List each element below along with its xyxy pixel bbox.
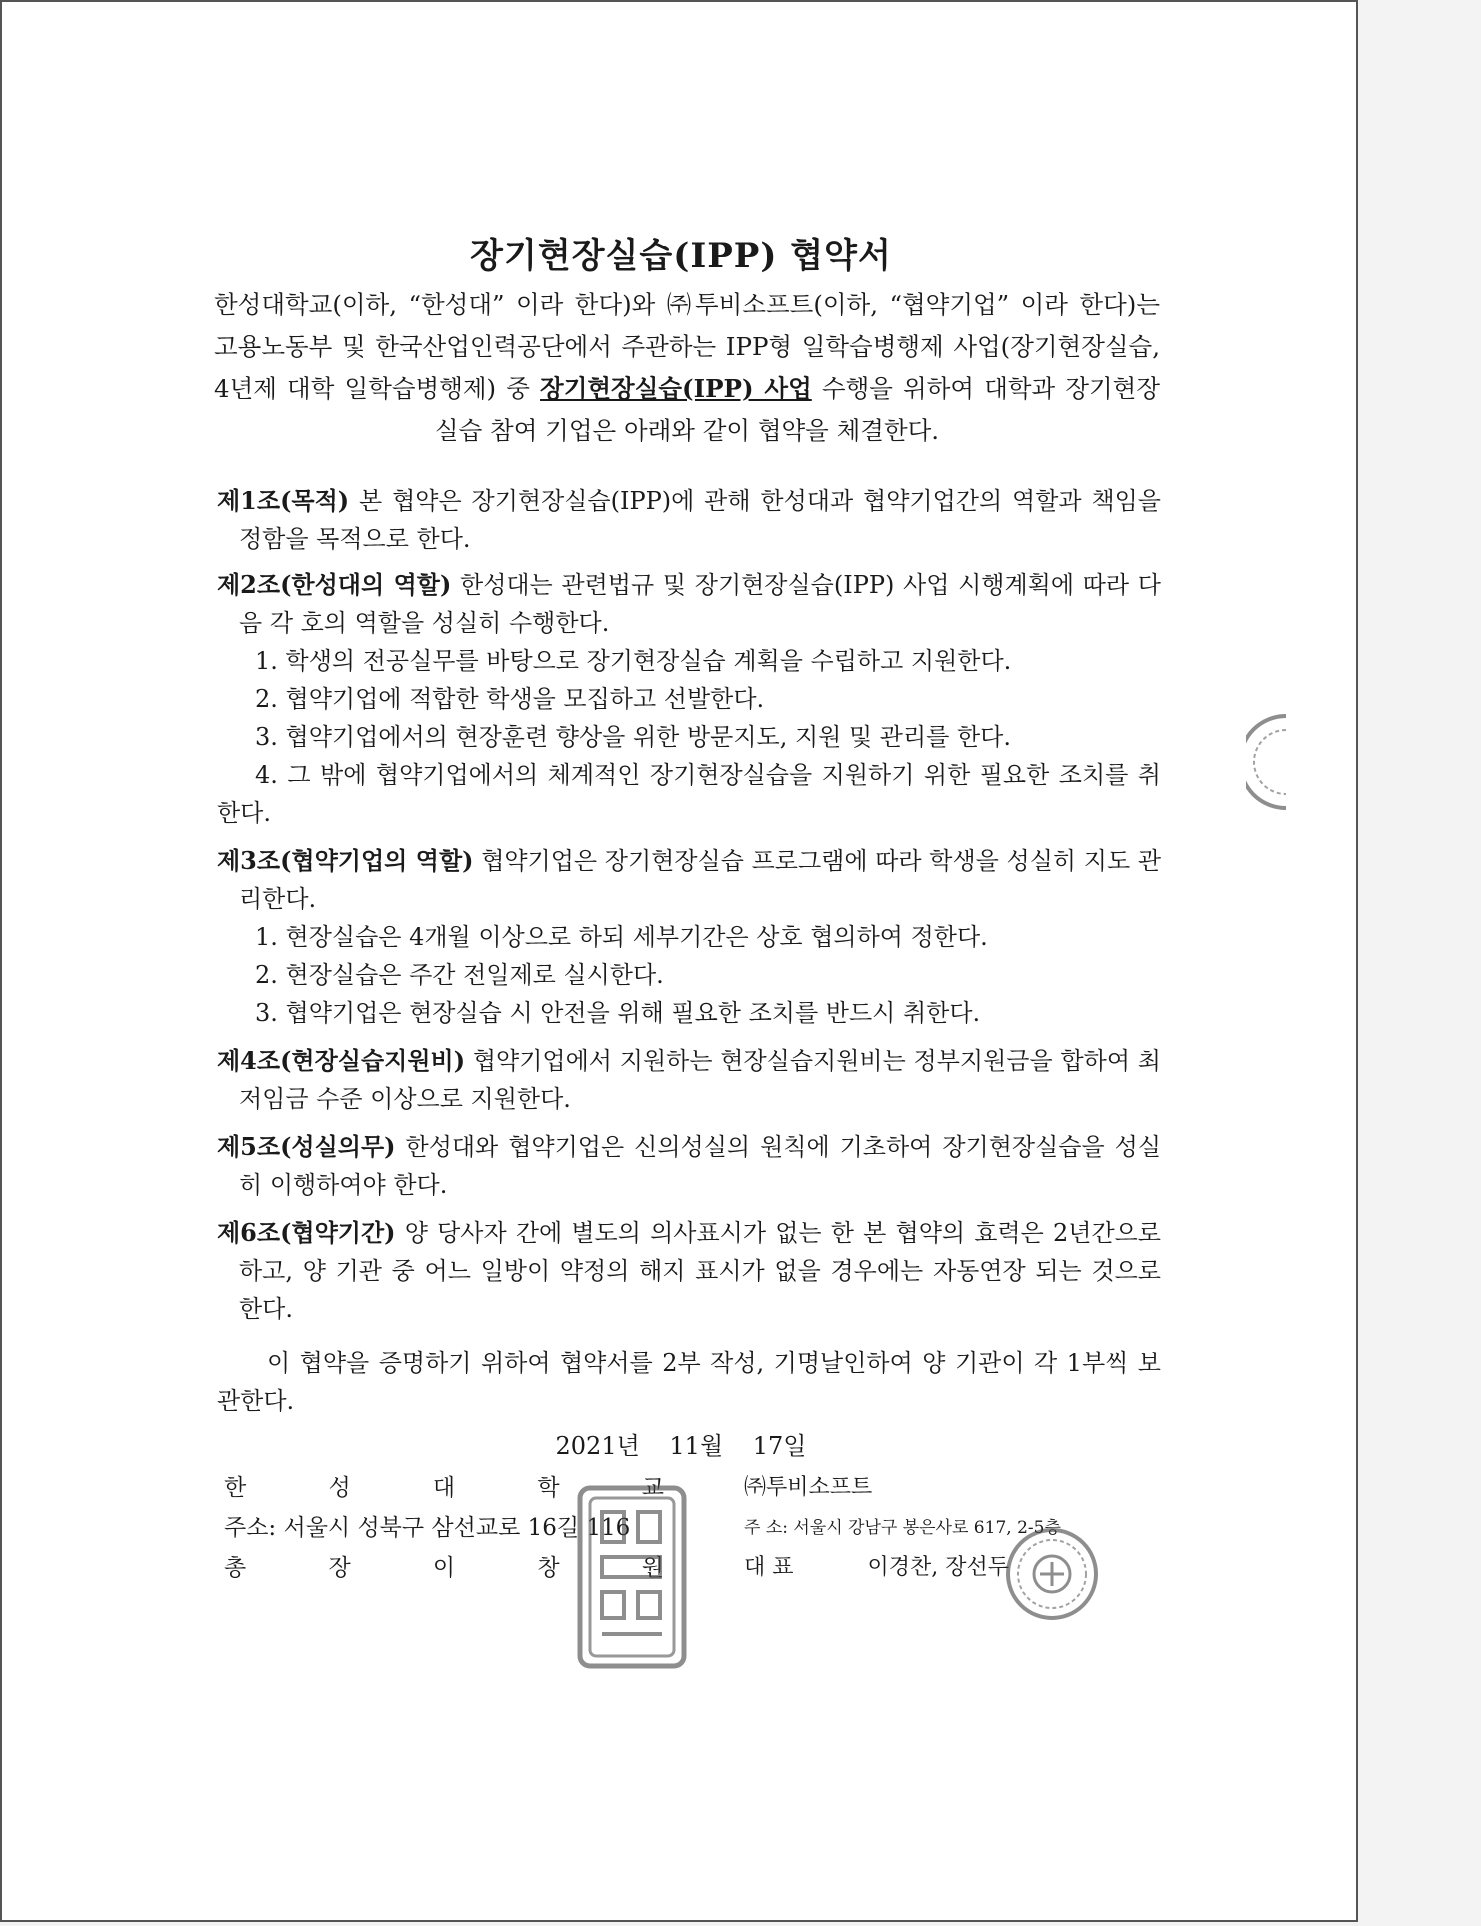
article-3 (217, 842, 1161, 1032)
article-2 (217, 566, 1161, 832)
company-seal-icon (1002, 1524, 1102, 1624)
article-heading: 제4조(현장실습지원비) (217, 1046, 466, 1075)
article-heading: 제6조(협약기간) (217, 1218, 396, 1247)
article-4 (217, 1042, 1161, 1118)
article-item: 2. 현장실습은 주간 전일제로 실시한다. (255, 961, 664, 989)
article-body: 협약기업에서 지원하는 현장실습지원비는 정부지원금을 합하여 최저임금 수준 이상으로 지원한다. (239, 1047, 1161, 1113)
intro-text-end: 수행을 위하여 대학과 장기현장실습 참여 기업은 아래와 같이 협약을 체결한다. (434, 374, 1160, 445)
article-item: 3. 협약기업은 현장실습 시 안전을 위해 필요한 조치를 반드시 취한다. (255, 999, 981, 1027)
article-1 (217, 482, 1161, 558)
article-item: 1. 현장실습은 4개월 이상으로 하되 세부기간은 상호 협의하여 정한다. (255, 923, 988, 951)
company-address: 주 소: 서울시 강남구 봉은사로 617, 2-5층 (744, 1518, 1061, 1538)
article-body: 본 협약은 장기현장실습(IPP)에 관해 한성대과 협약기업간의 역할과 책임을 정함을 목적으로 한다. (239, 487, 1161, 553)
intro-paragraph (214, 284, 1160, 452)
university-address: 주소: 서울시 성북구 삼선교로 16길 116 (224, 1515, 631, 1541)
article-item: 2. 협약기업에 적합한 학생을 모집하고 선발한다. (255, 685, 765, 713)
article-item: 1. 학생의 전공실무를 바탕으로 장기현장실습 계획을 수립하고 지원한다. (255, 647, 1012, 675)
document-date: 2021년 11월 17일 (555, 1432, 807, 1460)
article-body: 한성대와 협약기업은 신의성실의 원칙에 기초하여 장기현장실습을 성실히 이행하여야 한다. (239, 1133, 1161, 1199)
representative-label: 대 표 (744, 1555, 794, 1580)
university-president: 총 장 이 창 원 (224, 1555, 664, 1581)
article-body: 협약기업은 장기현장실습 프로그램에 따라 학생을 성실히 지도 관리한다. (239, 847, 1162, 913)
article-body: 한성대는 관련법규 및 장기현장실습(IPP) 사업 시행계획에 따라 다음 각 호의 역할을 성실히 수행한다. (239, 571, 1161, 637)
article-5 (217, 1128, 1161, 1204)
article-item: 3. 협약기업에서의 현장훈련 향상을 위한 방문지도, 지원 및 관리를 한다. (255, 723, 1011, 751)
university-name: 한 성 대 학 교 (224, 1475, 664, 1501)
document-title: 장기현장실습(IPP) 협약서 (470, 236, 892, 276)
intro-text-start: 한성대학교(이하, “한성대” 이라 한다)와 ㈜투비소프트(이하, “협약기업” 이라 한다)는 고용노동부 및 한국산업인력공단에서 주관하는 IPP형 일학습병행제 사업(장기현장실습, 4년제 대학 일학습병행제) 중 (214, 290, 1160, 403)
margin-seal-icon (1246, 712, 1286, 812)
university-seal-icon (572, 1482, 692, 1672)
company-name: ㈜투비소프트 (744, 1475, 873, 1500)
representative-names: 이경찬, 장선두 (867, 1555, 1009, 1580)
intro-emphasis: 장기현장실습(IPP) 사업 (540, 374, 812, 403)
article-heading: 제3조(협약기업의 역할) (217, 846, 474, 875)
article-body: 양 당사자 간에 별도의 의사표시가 없는 한 본 협약의 효력은 2년간으로 하고, 양 기관 중 어느 일방이 약정의 해지 표시가 없을 경우에는 자동연장 되는 것으로 한다. (239, 1219, 1161, 1323)
background-margin (1360, 0, 1481, 1926)
article-item: 4. 그 밖에 협약기업에서의 체계적인 장기현장실습을 지원하기 위한 필요한 조치를 취한다. (217, 761, 1161, 827)
closing-paragraph: 이 협약을 증명하기 위하여 협약서를 2부 작성, 기명날인하여 양 기관이 각 1부씩 보관한다. (217, 1349, 1161, 1415)
article-heading: 제1조(목적) (217, 486, 350, 515)
article-heading: 제5조(성실의무) (217, 1132, 396, 1161)
article-6 (217, 1214, 1161, 1328)
article-heading: 제2조(한성대의 역할) (217, 570, 452, 599)
